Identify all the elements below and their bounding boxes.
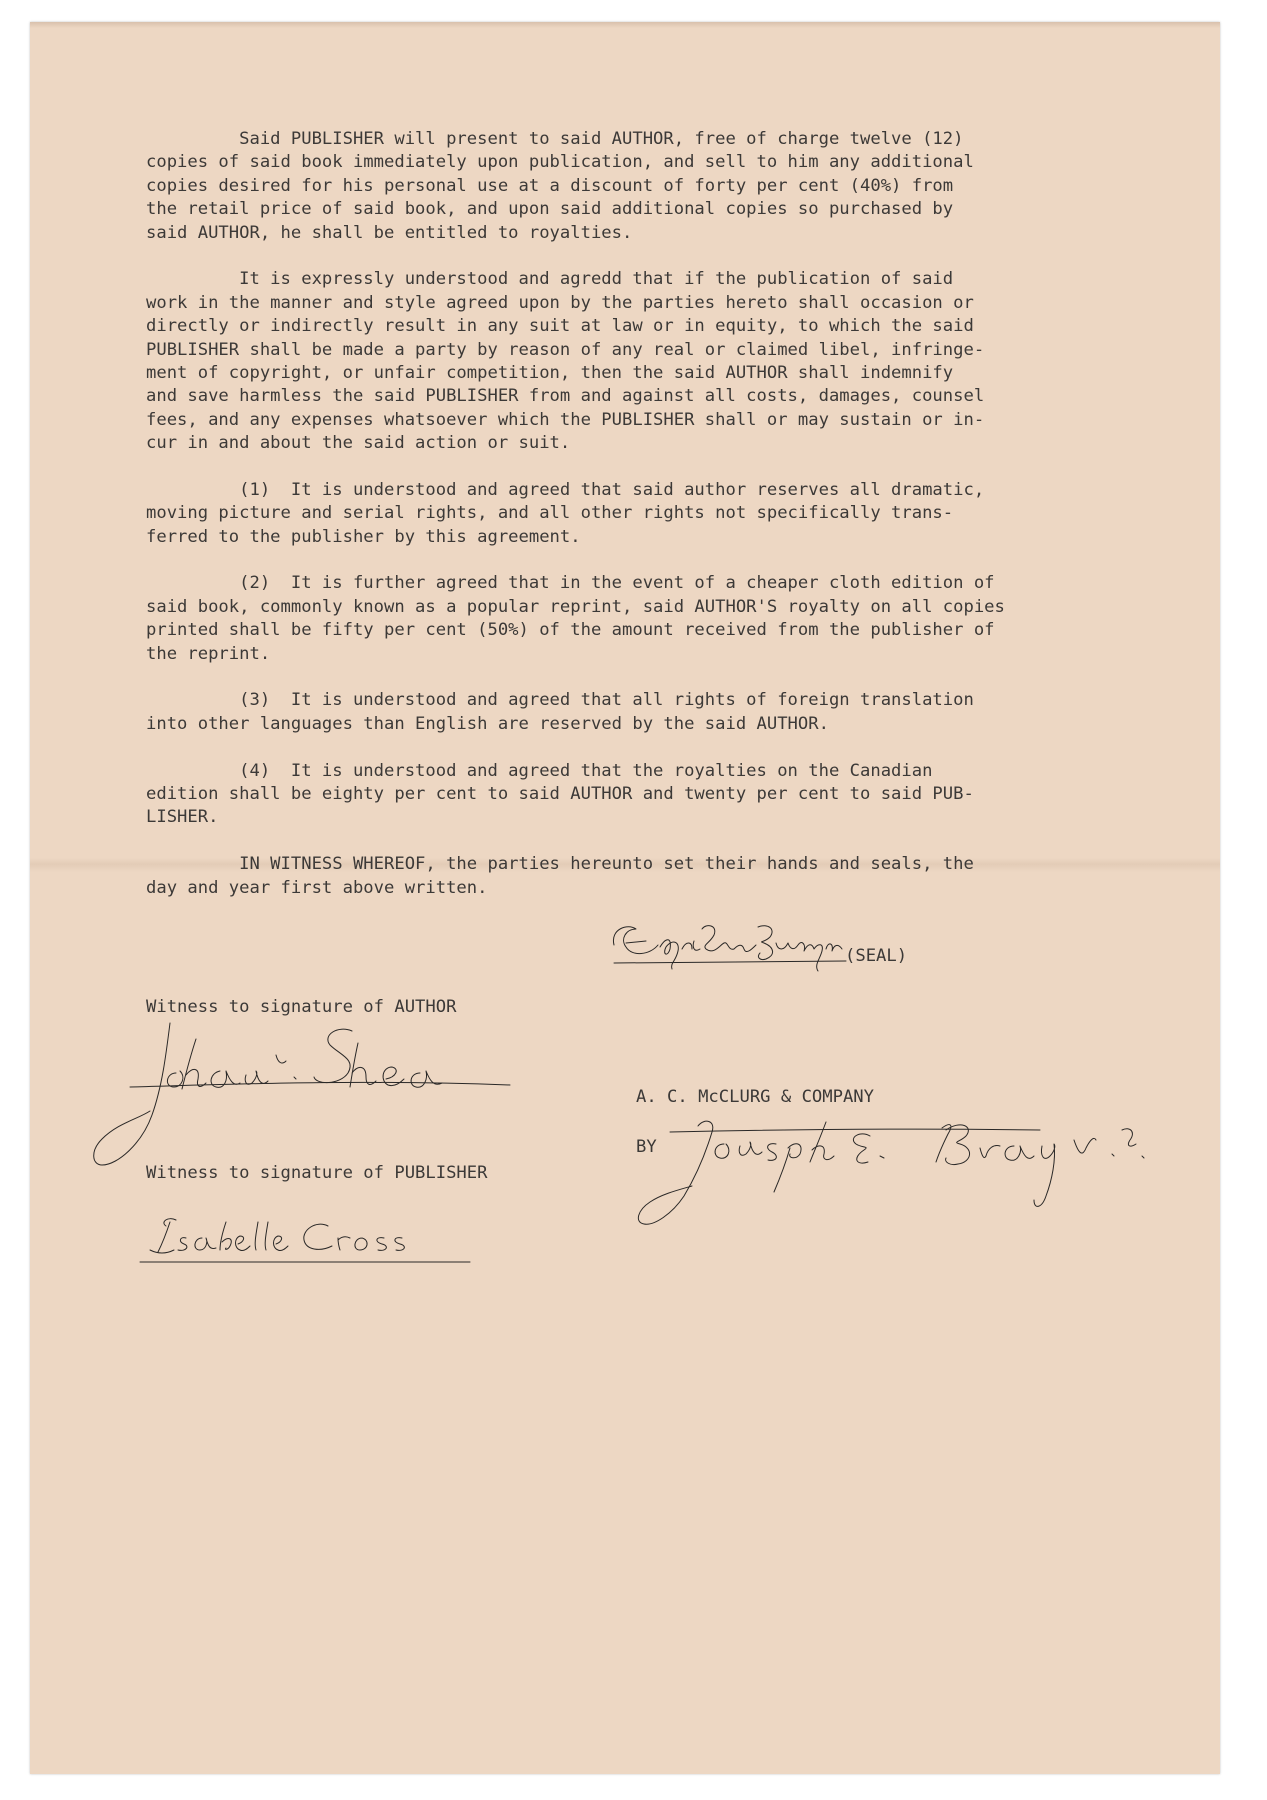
typed-line: Said PUBLISHER will present to said AUTHOR, free of charge twelve (12) [146,129,964,149]
typed-line: said book, commonly known as a popular reprint, said AUTHOR'S royalty on all copies [146,596,1005,617]
contract-paragraph [146,853,1146,900]
contract-paragraph [146,479,1146,549]
typed-line: copies desired for his personal use at a discount of forty per cent (40%) from [146,175,954,196]
typed-line: said AUTHOR, he shall be entitled to royalties. [146,222,633,243]
contract-paragraph [146,689,1146,736]
contract-paragraph [146,572,1146,666]
contract-body [146,128,1146,923]
typed-line: It is expressly understood and agredd that if the publication of said [146,269,954,290]
typed-line: PUBLISHER shall be made a party by reason of any real or claimed libel, infringe- [146,339,985,360]
typed-line: day and year first above written. [146,877,488,898]
typed-line: into other languages than English are reserved by the said AUTHOR. [146,713,829,734]
witness-author-label: Witness to signature of AUTHOR [146,997,457,1017]
typed-line: copies of said book immediately upon publication, and sell to him any additional [146,152,974,173]
author-signature [606,915,886,980]
typed-line: (3) It is understood and agreed that all rights of foreign translation [146,690,974,711]
typed-line: moving picture and serial rights, and all other rights not specifically trans- [146,503,954,524]
typed-line: ment of copyright, or unfair competition, then the said AUTHOR shall indemnify [146,362,954,383]
typed-line: fees, and any expenses whatsoever which the PUBLISHER shall or may sustain or in- [146,409,985,430]
typed-line: the retail price of said book, and upon said additional copies so purchased by [146,199,954,220]
typed-line: the reprint. [146,643,271,664]
typed-line: printed shall be fifty per cent (50%) of the amount received from the publisher of [146,620,995,641]
typed-line: ferred to the publisher by this agreement. [146,526,581,547]
typed-line: cur in and about the said action or suit. [146,433,571,454]
contract-paragraph [146,760,1146,830]
contract-paragraph [146,128,1146,245]
witness-author-signature [90,1015,520,1180]
typed-line: (1) It is understood and agreed that said author reserves all dramatic, [146,479,985,500]
page-top-edge [30,22,1220,28]
typed-line: directly or indirectly result in any suit at law or in equity, to which the said [146,316,974,337]
typed-line: (2) It is further agreed that in the event of a cheaper cloth edition of [146,573,995,594]
typed-line: LISHER. [146,807,219,828]
seal-label: (SEAL) [845,946,908,966]
typed-line: and save harmless the said PUBLISHER from and against all costs, damages, counsel [146,386,985,407]
contract-paragraph [146,268,1146,455]
typed-line: (4) It is understood and agreed that the royalties on the Canadian [146,760,933,781]
publisher-company: A. C. McCLURG & COMPANY [636,1087,874,1107]
publisher-by-label: BY [636,1137,657,1157]
witness-publisher-signature [140,1210,480,1275]
publisher-signature [600,1100,1180,1245]
typed-line: work in the manner and style agreed upon by the parties hereto shall occasion or [146,292,974,313]
typed-line: edition shall be eighty per cent to said AUTHOR and twenty per cent to said PUB- [146,783,974,804]
typed-line: IN WITNESS WHEREOF, the parties hereunto set their hands and seals, the [146,854,974,875]
witness-publisher-label: Witness to signature of PUBLISHER [146,1163,488,1183]
